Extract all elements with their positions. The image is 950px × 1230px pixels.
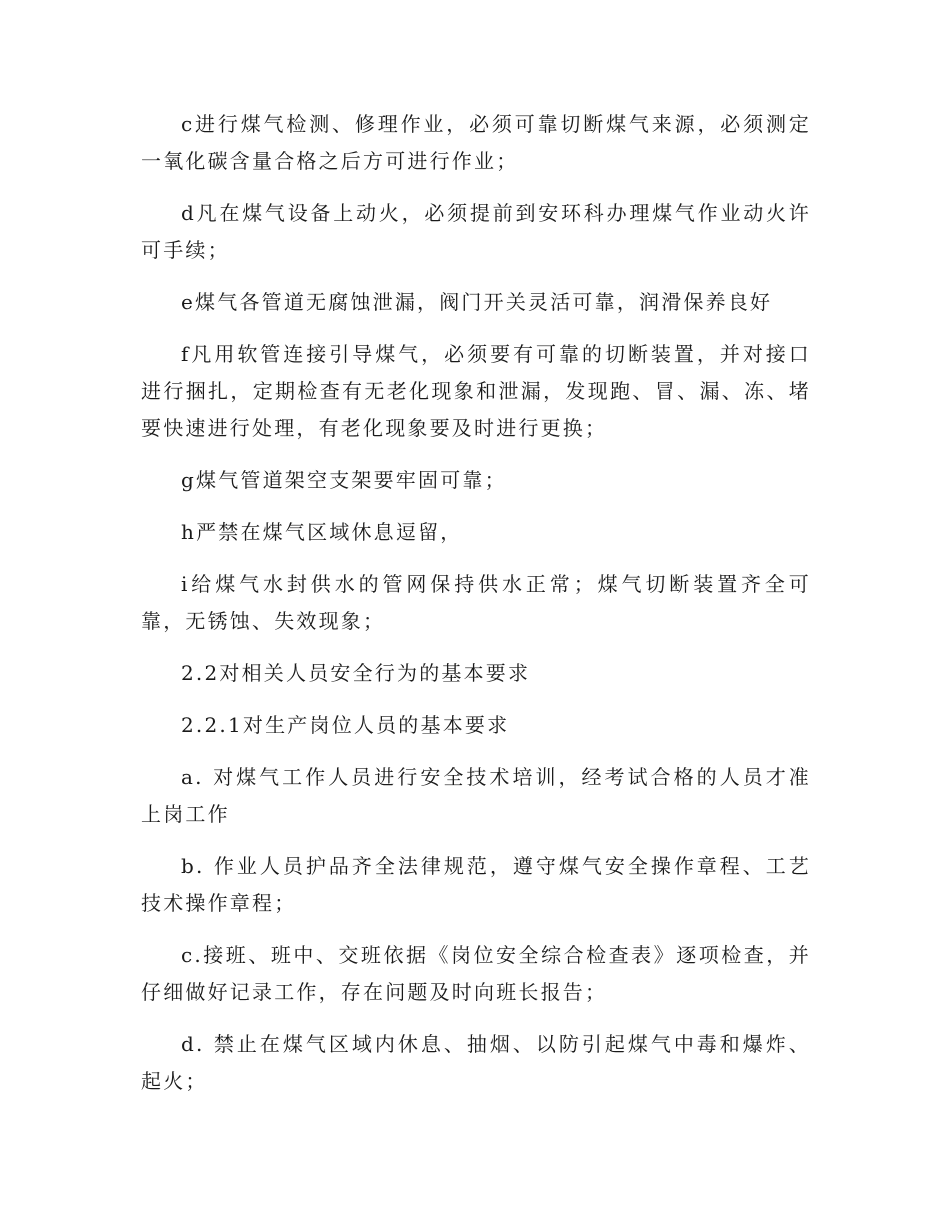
paragraph-c-gas-inspection: c进行煤气检测、修理作业，必须可靠切断煤气来源，必须测定一氧化碳含量合格之后方可进行作业；: [141, 112, 811, 173]
paragraph-e-pipeline-valves: e煤气各管道无腐蚀泄漏，阀门开关灵活可靠，润滑保养良好: [181, 290, 773, 314]
document-body: [141, 106, 811, 1115]
paragraph-a-training: a. 对煤气工作人员进行安全技术培训，经考试合格的人员才准上岗工作: [141, 765, 811, 826]
section-heading-2-2: 2.2对相关人员安全行为的基本要求: [181, 661, 531, 685]
paragraph-f-hose-connection: f凡用软管连接引导煤气，必须要有可靠的切断装置，并对接口进行捆扎，定期检查有无老化现象和泄漏，发现跑、冒、漏、冻、堵要快速进行处理，有老化现象要及时进行更换；: [141, 342, 811, 440]
section-heading-2-2-1: 2.2.1对生产岗位人员的基本要求: [181, 713, 510, 737]
paragraph-d-no-smoking: d. 禁止在煤气区域内休息、抽烟、以防引起煤气中毒和爆炸、起火；: [141, 1032, 811, 1093]
paragraph-c-shift-checks: c.接班、班中、交班依据《岗位安全综合检查表》逐项检查，并仔细做好记录工作，存在问题及时向班长报告；: [141, 943, 811, 1004]
paragraph-b-protective-gear: b. 作业人员护品齐全法律规范，遵守煤气安全操作章程、工艺技术操作章程；: [141, 854, 811, 915]
paragraph-i-water-seal: i给煤气水封供水的管网保持供水正常；煤气切断装置齐全可靠，无锈蚀、失效现象；: [141, 572, 811, 633]
paragraph-g-pipe-supports: g煤气管道架空支架要牢固可靠；: [181, 468, 507, 492]
paragraph-h-no-loitering: h严禁在煤气区域休息逗留，: [181, 520, 463, 544]
paragraph-d-hot-work-permit: d凡在煤气设备上动火，必须提前到安环科办理煤气作业动火许可手续；: [141, 201, 811, 262]
